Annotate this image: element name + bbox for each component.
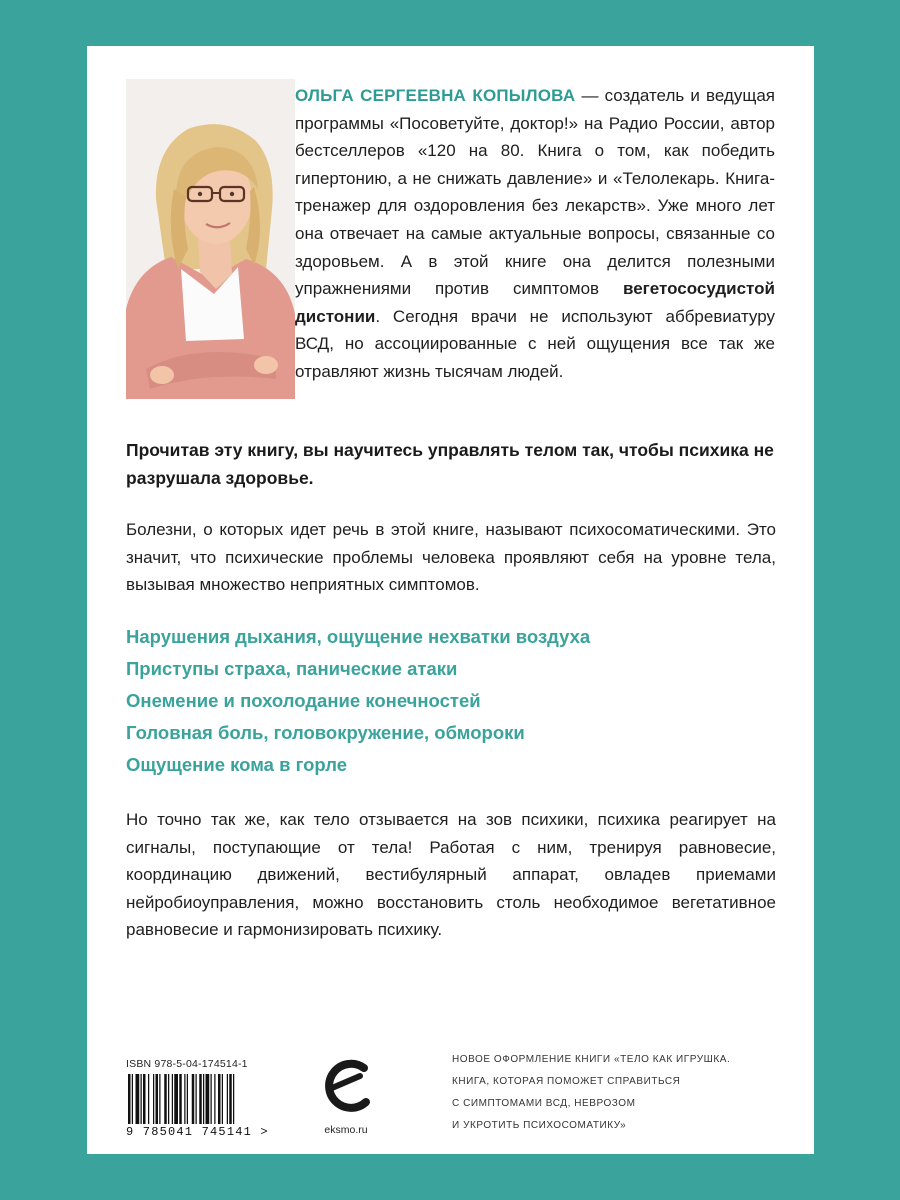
barcode-bar xyxy=(214,1074,215,1124)
isbn-label: ISBN 978-5-04-174514-1 xyxy=(126,1058,248,1070)
barcode-bar xyxy=(148,1074,149,1124)
author-photo xyxy=(126,79,295,399)
bio-highlight: вегетососудистой дистонии xyxy=(295,279,775,326)
barcode-bar xyxy=(229,1074,232,1124)
symptom-item: Онемение и похолодание конечностей xyxy=(126,690,481,711)
barcode-bar xyxy=(203,1074,204,1124)
bio-text-part2: . Сегодня врачи не используют аббревиатуру ВСД, но ассоциированные с ней ощущения все так же отравляют жизнь тысячам людей. xyxy=(295,306,775,381)
closing-paragraph: Но точно так же, как тело отзывается на зов психики, психика реагирует на сигналы, поступающие от тела! Работая с ним, тренируя равновесие, координацию движений, вестибулярный аппарат, овладев приемами нейробиоуправления, можно восстановить столь необходимое вегетативное равновесие и гармонизировать психику. xyxy=(126,810,776,940)
barcode-bar xyxy=(153,1074,154,1124)
barcode-bar xyxy=(179,1074,182,1124)
barcode-bar xyxy=(174,1074,178,1124)
barcode-bar xyxy=(164,1074,167,1124)
lead-statement: Прочитав эту книгу, вы научитесь управлять телом так, чтобы психика не разрушала здоровье. xyxy=(126,440,774,488)
barcode-bar xyxy=(159,1074,160,1124)
barcode-bars xyxy=(126,1074,274,1124)
bio-text-part1: — создатель и ведущая программы «Посоветуйте, доктор!» на Радио России, автор бестселлеров «120 на 80. Книга о том, как победить гипертонию, а не снижать давление» и «Телолекарь. Книга-тренажер для оздоровления без лекарств». Уже много лет она отвечает на самые актуальные вопросы, связанные со здоровьем. А в этой книге она делится полезными упражнениями против симптомов xyxy=(295,86,775,299)
barcode-bar xyxy=(192,1074,195,1124)
symptom-list xyxy=(126,621,590,781)
edition-note xyxy=(452,1049,782,1137)
barcode-bar xyxy=(184,1074,185,1124)
barcode-bar xyxy=(143,1074,146,1124)
author-portrait-image xyxy=(126,79,295,399)
barcode-bar xyxy=(132,1074,133,1124)
barcode-bar xyxy=(128,1074,131,1124)
edition-note-line: КНИГА, КОТОРАЯ ПОМОЖЕТ СПРАВИТЬСЯ xyxy=(452,1076,681,1087)
barcode-bar xyxy=(141,1074,142,1124)
symptom-item: Приступы страха, панические атаки xyxy=(126,658,458,679)
barcode-bar xyxy=(222,1074,223,1124)
barcode-bar xyxy=(187,1074,188,1124)
barcode-bar xyxy=(196,1074,197,1124)
symptom-item: Головная боль, головокружение, обмороки xyxy=(126,722,525,743)
edition-note-line: НОВОЕ ОФОРМЛЕНИЕ КНИГИ «ТЕЛО КАК ИГРУШКА. xyxy=(452,1054,731,1065)
symptom-item: Ощущение кома в горле xyxy=(126,754,348,775)
barcode-bar xyxy=(211,1074,212,1124)
back-cover xyxy=(87,46,814,1154)
eksmo-logo-icon xyxy=(320,1054,372,1120)
barcode-bar xyxy=(233,1074,234,1124)
barcode-bar xyxy=(168,1074,169,1124)
barcode-bar xyxy=(156,1074,159,1124)
barcode-block xyxy=(126,1058,301,1139)
author-bio xyxy=(295,82,775,386)
barcode-bar xyxy=(172,1074,173,1124)
intro-paragraph: Болезни, о которых идет речь в этой книге, называют психосоматическими. Это значит, что психические проблемы человека проявляют себя на уровне тела, вызывая множество неприятных симптомов. xyxy=(126,520,776,595)
barcode-bar xyxy=(218,1074,221,1124)
edition-note-line: С СИМПТОМАМИ ВСД, НЕВРОЗОМ xyxy=(452,1098,636,1109)
barcode-bar xyxy=(199,1074,202,1124)
edition-note-line: И УКРОТИТЬ ПСИХОСОМАТИКУ» xyxy=(452,1120,627,1131)
barcode-bar xyxy=(136,1074,140,1124)
author-name: ОЛЬГА СЕРГЕЕВНА КОПЫЛОВА xyxy=(295,86,576,105)
symptom-item: Нарушения дыхания, ощущение нехватки воздуха xyxy=(126,626,591,647)
publisher-site: eksmo.ru xyxy=(324,1124,368,1136)
barcode-bar xyxy=(206,1074,210,1124)
barcode-digits: 9 785041 745141 > xyxy=(126,1125,269,1139)
barcode-bar xyxy=(227,1074,228,1124)
